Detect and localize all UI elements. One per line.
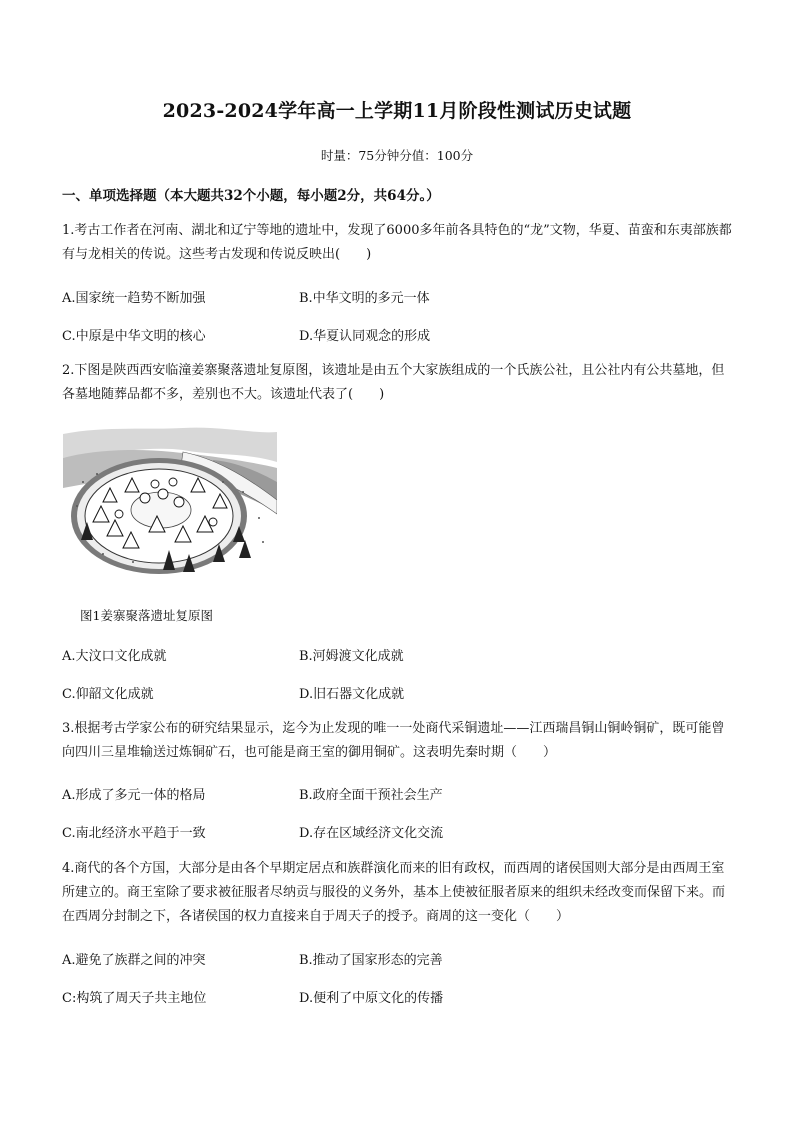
question-4-text: 4.商代的各个方国，大部分是由各个早期定居点和族群演化而来的旧有政权，而西周的诸侯国则大部分是由西周王室所建立的。商王室除了要求被征服者尽纳贡与服役的义务外，基本上使被征服者原来的组织未经改变而保留下来。而在西周分封制之下，各诸侯国的权力直接来自于周天子的授予。商周的这一变化（ ） — [62, 861, 726, 924]
section-heading: 一、单项选择题（本大题共32个小题，每小题2分，共64分。） — [62, 188, 440, 204]
question-1-option-a[interactable]: A.国家统一趋势不断加强 — [62, 291, 206, 306]
question-2-option-a[interactable]: A.大汶口文化成就 — [62, 649, 167, 664]
question-3-option-b[interactable]: B.政府全面干预社会生产 — [299, 788, 443, 803]
question-2-option-b[interactable]: B.河姆渡文化成就 — [299, 649, 404, 664]
question-1-option-d[interactable]: D.华夏认同观念的形成 — [299, 329, 431, 344]
question-4-option-b[interactable]: B.推动了国家形态的完善 — [299, 953, 443, 968]
question-3-option-d[interactable]: D.存在区域经济文化交流 — [299, 826, 444, 841]
jiangzhai-settlement-illustration — [63, 422, 277, 586]
question-2-text: 2.下图是陕西西安临潼姜寨聚落遗址复原图，该遗址是由五个大家族组成的一个氏族公社，且公社内有公共墓地，但各墓地随葬品都不多，差别也不大。该遗址代表了( ) — [62, 363, 725, 402]
question-2-option-c[interactable]: C.仰韶文化成就 — [62, 687, 154, 702]
page-title: 2023-2024学年高一上学期11月阶段性测试历史试题 — [162, 100, 632, 122]
question-4-option-c[interactable]: C:构筑了周天子共主地位 — [62, 991, 207, 1006]
question-4-option-d[interactable]: D.便利了中原文化的传播 — [299, 991, 444, 1006]
question-1-option-b[interactable]: B.中华文明的多元一体 — [299, 291, 430, 306]
question-3-option-a[interactable]: A.形成了多元一体的格局 — [62, 788, 206, 803]
question-4-option-a[interactable]: A.避免了族群之间的冲突 — [62, 953, 206, 968]
question-1-option-c[interactable]: C.中原是中华文明的核心 — [62, 329, 206, 344]
question-2-option-d[interactable]: D.旧石器文化成就 — [299, 687, 405, 702]
exam-time-score: 时量：75分钟分值：100分 — [320, 148, 474, 163]
question-3-text: 3.根据考古学家公布的研究结果显示，迄今为止发现的唯一一处商代采铜遗址——江西瑞昌铜山铜岭铜矿，既可能曾向四川三星堆输送过炼铜矿石，也可能是商王室的御用铜矿。这表明先秦时期（ ） — [62, 721, 725, 760]
question-1-text: 1.考古工作者在河南、湖北和辽宁等地的遗址中，发现了6000多年前各具特色的“龙”文物，华夏、苗蛮和东夷部族都有与龙相关的传说。这些考古发现和传说反映出( ) — [62, 223, 732, 262]
figure-caption: 图1姜寨聚落遗址复原图 — [80, 608, 213, 623]
question-3-option-c[interactable]: C.南北经济水平趋于一致 — [62, 826, 206, 841]
